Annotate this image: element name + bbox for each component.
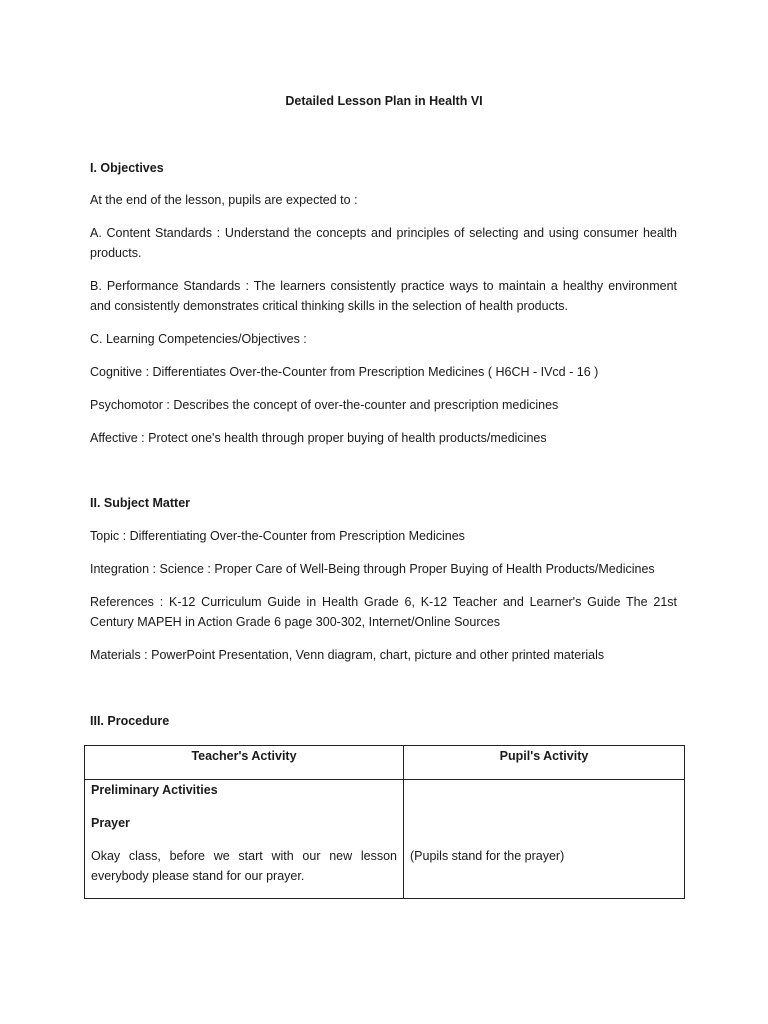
teacher-activity-header: Teacher's Activity	[85, 746, 404, 780]
topic: Topic : Differentiating Over-the-Counter from Prescription Medicines	[90, 529, 465, 543]
performance-standards: B. Performance Standards : The learners consistently practice ways to maintain a healthy environment and consistently demonstrates critical thinking skills in the selection of health products.	[90, 279, 677, 313]
pupil-activity-cell	[404, 780, 685, 899]
prayer-label: Prayer	[91, 816, 130, 830]
table-row	[85, 780, 685, 899]
psychomotor-objective: Psychomotor : Describes the concept of over-the-counter and prescription medicines	[90, 398, 559, 412]
teacher-prayer-text: Okay class, before we start with our new lesson everybody please stand for our prayer.	[91, 849, 397, 883]
document-title: Detailed Lesson Plan in Health VI	[285, 94, 483, 108]
teacher-activity-cell	[85, 780, 404, 899]
affective-objective: Affective : Protect one's health through proper buying of health products/medicines	[90, 431, 547, 445]
learning-competencies: C. Learning Competencies/Objectives :	[90, 332, 307, 346]
references: References : K-12 Curriculum Guide in Health Grade 6, K-12 Teacher and Learner's Guide The 21st Century MAPEH in Action Grade 6 page 300-302, Internet/Online Sources	[90, 595, 677, 629]
procedure-table-header-row	[85, 746, 685, 780]
cognitive-objective: Cognitive : Differentiates Over-the-Counter from Prescription Medicines ( H6CH - IVcd - 16 )	[90, 365, 599, 379]
subject-matter-heading: II. Subject Matter	[90, 496, 191, 510]
procedure-table	[84, 745, 685, 899]
objectives-intro: At the end of the lesson, pupils are expected to :	[90, 193, 358, 207]
procedure-heading: III. Procedure	[90, 714, 170, 728]
pupil-activity-header: Pupil's Activity	[404, 746, 685, 780]
content-standards: A. Content Standards : Understand the concepts and principles of selecting and using consumer health products.	[90, 226, 677, 260]
preliminary-activities-label: Preliminary Activities	[91, 783, 218, 797]
objectives-heading: I. Objectives	[90, 161, 164, 175]
integration: Integration : Science : Proper Care of Well-Being through Proper Buying of Health Products/Medicines	[90, 562, 655, 576]
materials: Materials : PowerPoint Presentation, Venn diagram, chart, picture and other printed materials	[90, 648, 605, 662]
pupil-prayer-text: (Pupils stand for the prayer)	[410, 849, 565, 863]
